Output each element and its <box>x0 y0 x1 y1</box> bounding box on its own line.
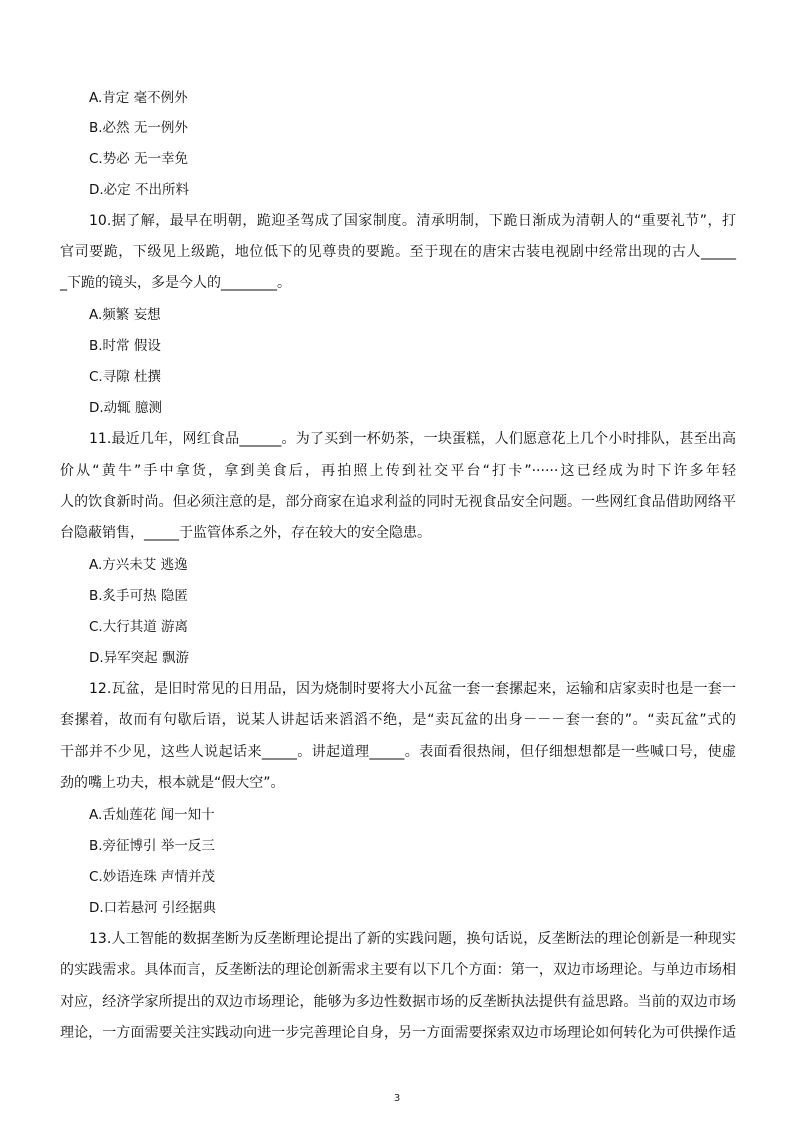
q11-option-b: B.炙手可热 隐匿 <box>89 588 188 604</box>
q12-text-line-1: 12.瓦盆，是旧时常见的日用品，因为烧制时要将大小瓦盆一套一套摞起来，运输和店家卖时也是一套一 <box>89 681 736 697</box>
q11-text-line-4: 台隐蔽销售，_____于监管体系之外，存在较大的安全隐患。 <box>60 525 431 541</box>
q10-option-d: D.动辄 臆测 <box>89 400 162 416</box>
page-number: 3 <box>393 1093 401 1104</box>
q12-option-c: C.妙语连珠 声情并茂 <box>89 869 216 885</box>
q11-text-line-3: 人的饮食新时尚。但必须注意的是，部分商家在追求利益的同时无视食品安全问题。一些网红食品借助网络平 <box>60 494 736 510</box>
q12-option-b: B.旁征博引 举一反三 <box>89 838 215 854</box>
q10-text-line-2: 官司要跪，下级见上级跪，地位低下的见尊贵的要跪。至于现在的唐宋古装电视剧中经常出现的古人_____ <box>60 244 736 260</box>
q13-text-line-3: 对应，经济学家所提出的双边市场理论，能够为多边性数据市场的反垄断执法提供有益思路。当前的双边市场 <box>60 994 736 1010</box>
q10-text-line-3: _下跪的镜头，多是今人的________。 <box>60 275 291 291</box>
q12-text-line-2: 套摞着，故而有句歇后语，说某人讲起话来滔滔不绝，是“卖瓦盆的出身－－－套一套的”。“卖瓦盆”式的 <box>60 712 736 728</box>
q9-option-d: D.必定 不出所料 <box>89 182 189 198</box>
q9-option-b: B.必然 无一例外 <box>89 120 188 136</box>
q9-option-a: A.肯定 毫不例外 <box>89 90 188 106</box>
q13-text-line-1: 13.人工智能的数据垄断为反垄断理论提出了新的实践问题，换句话说，反垄断法的理论创新是一种现实 <box>89 931 736 947</box>
q12-text-line-3: 干部并不少见，这些人说起话来_____。讲起道理_____。表面看很热闹，但仔细想想都是一些喊口号，使虚 <box>60 744 736 760</box>
q11-option-a: A.方兴未艾 逃逸 <box>89 557 188 573</box>
q10-option-c: C.寻隙 杜撰 <box>89 369 162 385</box>
q10-option-b: B.时常 假设 <box>89 338 161 354</box>
q11-text-line-2: 价从“黄牛”手中拿货，拿到美食后，再拍照上传到社交平台“打卡”······这已经成为时下许多年轻 <box>60 463 736 479</box>
q12-option-d: D.口若悬河 引经据典 <box>89 900 216 916</box>
q12-option-a: A.舌灿莲花 闻一知十 <box>89 807 215 823</box>
q11-option-c: C.大行其道 游离 <box>89 619 189 635</box>
q13-text-line-2: 的实践需求。具体而言，反垄断法的理论创新需求主要有以下几个方面：第一，双边市场理论。与单边市场相 <box>60 962 736 978</box>
q10-text-line-1: 10.据了解，最早在明朝，跪迎圣驾成了国家制度。清承明制，下跪日渐成为清朝人的“重要礼节”，打 <box>89 213 736 229</box>
q10-option-a: A.频繁 妄想 <box>89 307 161 323</box>
q11-option-d: D.异军突起 飘游 <box>89 650 189 666</box>
q13-text-line-4: 理论，一方面需要关注实践动向进一步完善理论自身，另一方面需要探索双边市场理论如何转化为可供操作适 <box>60 1025 736 1041</box>
q11-text-line-1: 11.最近几年，网红食品______。为了买到一杯奶茶，一块蛋糕，人们愿意花上几个小时排队，甚至出高 <box>89 431 736 447</box>
q9-option-c: C.势必 无一幸免 <box>89 151 189 167</box>
q12-text-line-4: 劲的嘴上功夫，根本就是“假大空”。 <box>60 775 285 791</box>
